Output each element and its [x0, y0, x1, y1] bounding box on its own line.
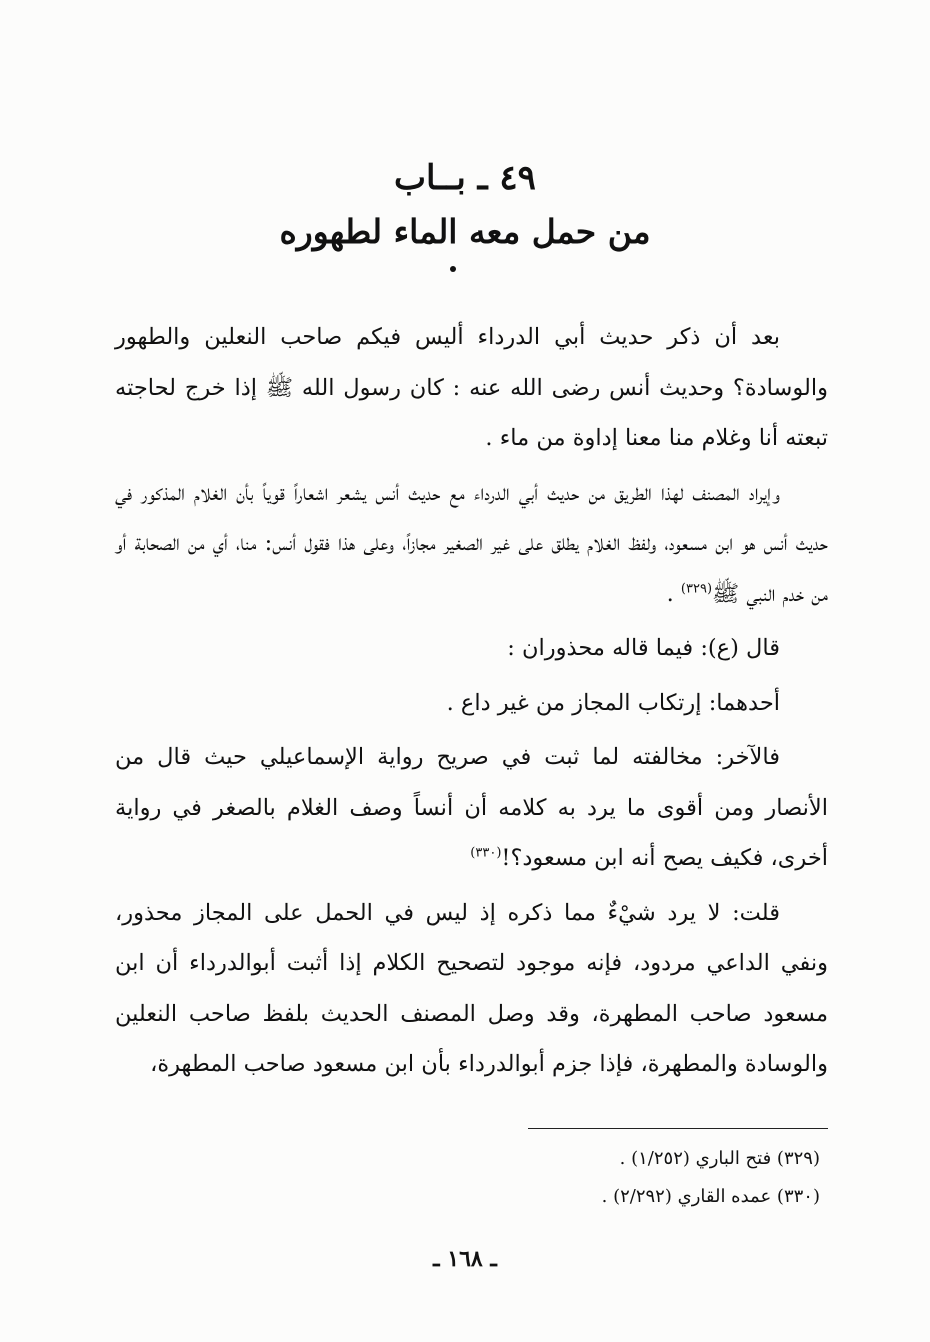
paragraph-text: أحدهما: إرتكاب المجاز من غير داع .	[446, 689, 780, 716]
page-number: ـ ١٦٨ ـ	[433, 1246, 497, 1272]
paragraph-1	[115, 312, 828, 464]
paragraph-tail: .	[666, 580, 681, 607]
footnote-329: (٣٢٩) فتح الباري (١/٢٥٢) .	[619, 1148, 820, 1169]
paragraph-2	[115, 468, 828, 620]
paragraph-5	[115, 732, 828, 884]
title-ornament-dot	[450, 266, 456, 272]
footnotes	[300, 1140, 820, 1216]
paragraph-4	[115, 678, 828, 729]
body-text	[115, 312, 828, 1094]
paragraph-text: قال (ع): فيما قاله محذوران :	[507, 635, 780, 661]
paragraph-3	[115, 623, 828, 674]
footnote-reference: (٣٣٠)	[470, 845, 502, 861]
paragraph-text: وإيراد المصنف لهذا الطريق من حديث أبي الدرداء مع حديث أنس يشعر اشعاراً قوياً بأن الغلام المذكور في حديث أنس هو ابن مسعود، ولفظ الغلام يطلق على غير الصغير مجازاً، وعلى هذا فقول أنس: منا، أي من الصحابة أو من خدم النبي ﷺ	[115, 479, 828, 607]
paragraph-text: فالآخر: مخالفته لما ثبت في صريح رواية الإسماعيلي حيث قال من الأنصار ومن أقوى ما يرد به كلامه أن أنساً وصف الغلام بالصغر في رواية أخرى، فكيف يصح أنه ابن مسعود؟!	[115, 744, 828, 871]
paragraph-6	[115, 888, 828, 1090]
footnote-divider	[528, 1128, 828, 1129]
chapter-title: من حمل معه الماء لطهوره	[279, 212, 651, 251]
footnote-reference: (٣٢٩)	[680, 581, 713, 596]
paragraph-text: بعد أن ذكر حديث أبي الدرداء أليس فيكم صاحب النعلين والطهور والوسادة؟ وحديث أنس رضى الله عنه : كان رسول الله ﷺ إذا خرج لحاجته تبعته أنا وغلام منا معنا إداوة من ماء .	[115, 324, 828, 451]
footnote-330: (٣٣٠) عمده القاري (٢/٢٩٢) .	[601, 1186, 820, 1207]
chapter-number: ٤٩ ـ بــاب	[394, 158, 536, 198]
paragraph-text: قلت: لا يرد شيْءٌ مما ذكره إذ ليس في الحمل على المجاز محذور، ونفي الداعي مردود، فإنه موجود لتصحيح الكلام إذا أثبت أبوالدرداء أن ابن مسعود صاحب المطهرة، وقد وصل المصنف الحديث بلفظ صاحب النعلين والوسادة والمطهرة، فإذا جزم أبوالدرداء بأن ابن مسعود صاحب المطهرة،	[115, 899, 828, 1077]
